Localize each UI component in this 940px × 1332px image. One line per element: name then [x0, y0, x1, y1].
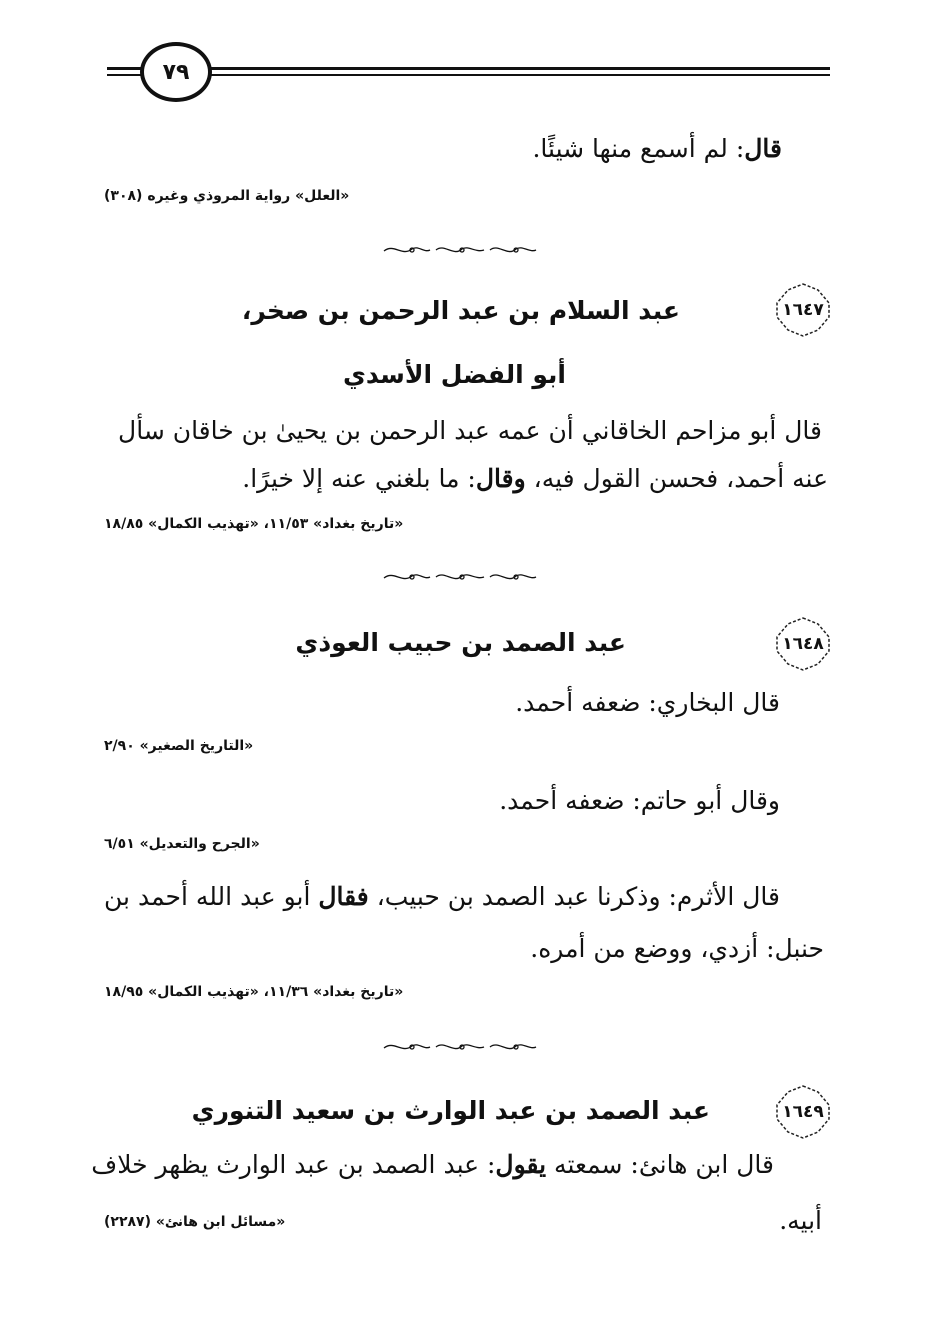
entry1649-text-line2: أبيه.	[779, 1206, 822, 1235]
text-segment: : عبد الصمد بن عبد الوارث يظهر خلاف	[91, 1150, 496, 1179]
ornament-divider-1	[380, 243, 540, 257]
entry1647-name-line1: عبد السلام بن عبد الرحمن بن صخر،	[241, 296, 680, 325]
text-segment-bold: فقال	[318, 882, 369, 911]
entry-number: ١٦٤٧	[782, 300, 824, 320]
entry1649-text-line1	[91, 1152, 774, 1177]
entry0-text	[532, 136, 782, 161]
entry-number-badge	[772, 281, 834, 339]
entry1648-note3: «تاريخ بغداد» ١١/٣٦، «تهذيب الكمال» ١٨/٩٥	[104, 984, 404, 1000]
header-rule-top	[107, 67, 830, 70]
text-segment: : ما بلغني عنه إلا خيرًا.	[242, 464, 476, 493]
page-number: ٧٩	[162, 59, 190, 85]
entry-number: ١٦٤٩	[782, 1102, 824, 1122]
entry1648-note2: «الجرح والتعديل» ٦/٥١	[104, 836, 260, 852]
entry1649-note: «مسائل ابن هانئ» (٢٢٨٧)	[104, 1214, 286, 1230]
text-segment: قال الأثرم: وذكرنا عبد الصمد بن حبيب،	[368, 882, 780, 911]
text-segment-bold: وقال	[475, 464, 526, 493]
header-rule-bottom	[107, 74, 830, 76]
entry0-rest: : لم أسمع منها شيئًا.	[532, 134, 745, 163]
page-number-badge	[140, 42, 212, 102]
entry1648-note1: «التاريخ الصغير» ٢/٩٠	[104, 738, 254, 754]
entry1648-text2: وقال أبو حاتم: ضعفه أحمد.	[499, 786, 780, 815]
entry-number-badge	[772, 1083, 834, 1141]
entry-number-badge	[772, 615, 834, 673]
entry1648-text3-line2: حنبل: أزدي، ووضع من أمره.	[530, 934, 824, 963]
text-segment: أبو عبد الله أحمد بن	[104, 882, 319, 911]
entry1648-text3-line1	[104, 884, 780, 909]
entry1647-name-line2: أبو الفضل الأسدي	[342, 360, 566, 389]
entry1647-note: «تاريخ بغداد» ١١/٥٣، «تهذيب الكمال» ١٨/٨٥	[104, 516, 404, 532]
entry0-note: «العلل» رواية المروذي وغيره (٣٠٨)	[104, 188, 350, 204]
entry1647-text-line1: قال أبو مزاحم الخاقاني أن عمه عبد الرحمن بن يحيىٰ بن خاقان سأل	[118, 416, 822, 445]
ornament-divider-3	[380, 1040, 540, 1054]
entry-number: ١٦٤٨	[782, 634, 824, 654]
text-segment-bold: يقول	[495, 1150, 547, 1179]
entry1649-name: عبد الصمد بن عبد الوارث بن سعيد التنوري	[191, 1096, 710, 1125]
ornament-divider-2	[380, 570, 540, 584]
text-segment: قال ابن هانئ: سمعته	[546, 1150, 774, 1179]
entry1648-text1: قال البخاري: ضعفه أحمد.	[515, 688, 780, 717]
entry0-label: قال	[744, 134, 782, 163]
entry1648-name: عبد الصمد بن حبيب العوذي	[295, 628, 626, 657]
entry1647-text-line2	[242, 466, 828, 491]
text-segment: عنه أحمد، فحسن القول فيه،	[525, 464, 828, 493]
